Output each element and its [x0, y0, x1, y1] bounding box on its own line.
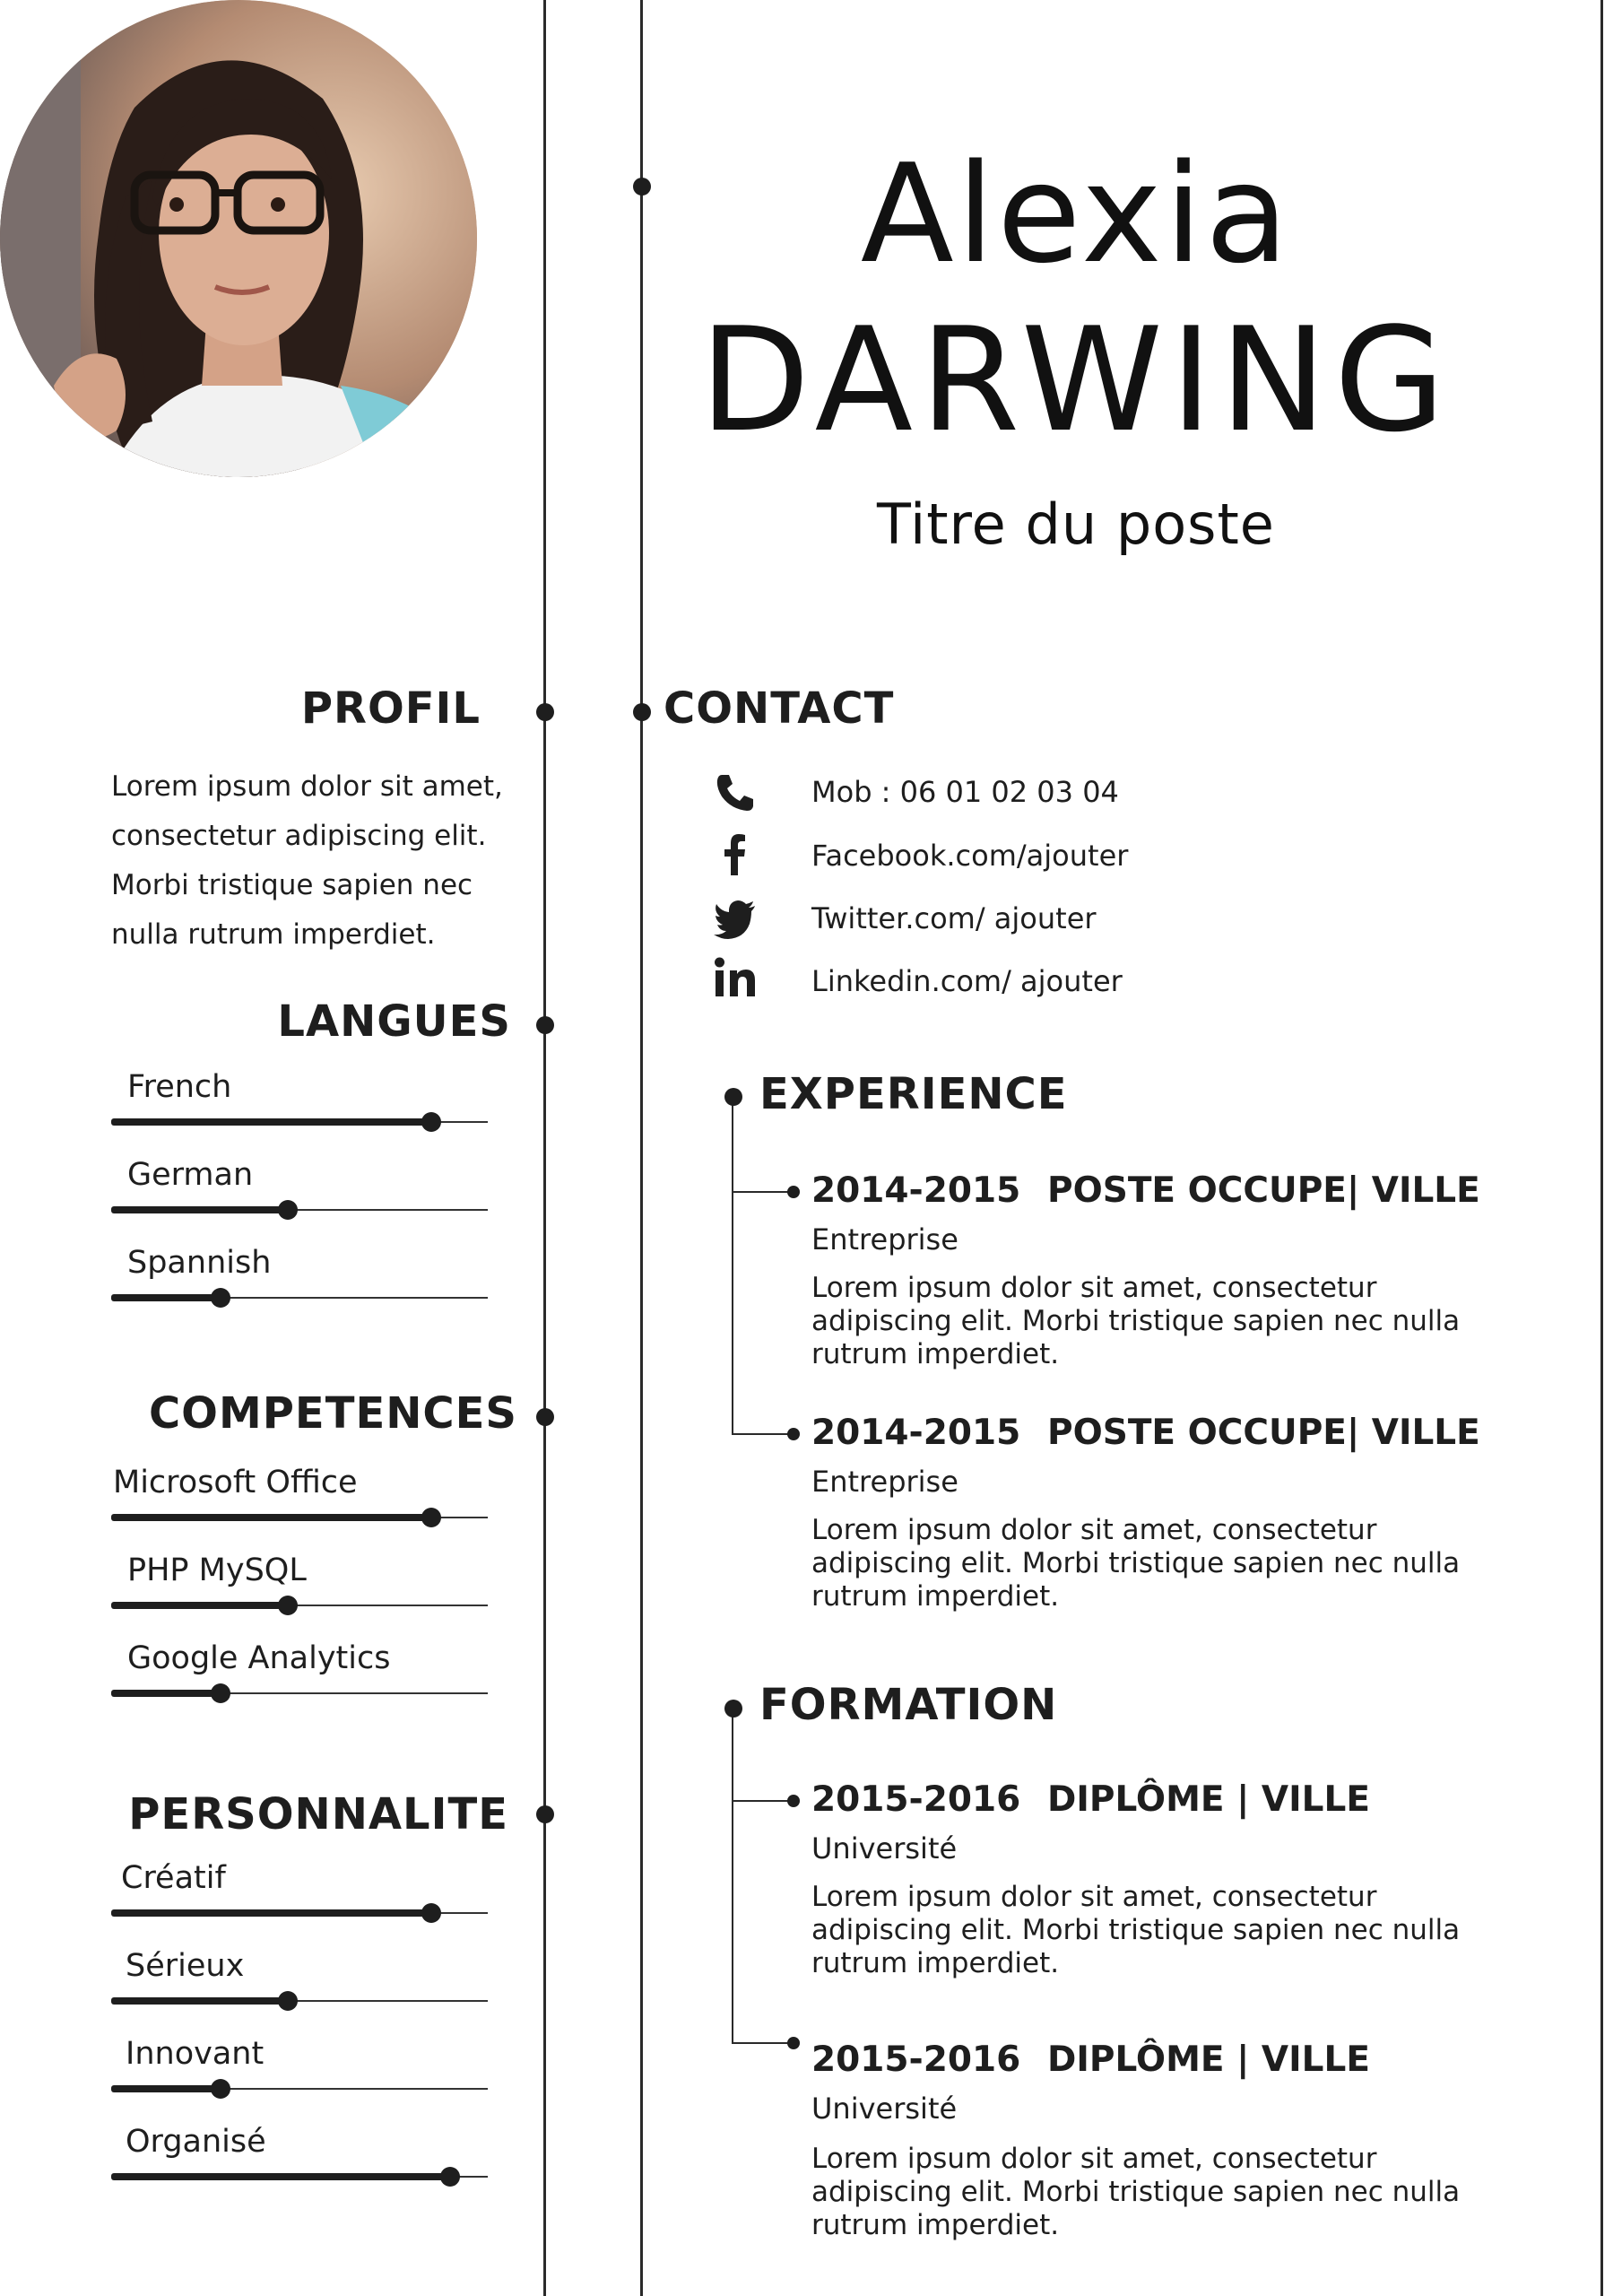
- profile-dot: [536, 703, 554, 721]
- education-1-date: 2015-2016: [811, 1779, 1021, 1820]
- skills-heading: COMPETENCES: [148, 1388, 517, 1439]
- phone-icon: [713, 770, 758, 814]
- language-label: French: [127, 1069, 232, 1105]
- education-heading: FORMATION: [759, 1680, 1058, 1730]
- experience-1-dot: [787, 1186, 800, 1198]
- language-knob: [211, 1288, 230, 1308]
- job-title: Titre du poste: [877, 491, 1275, 557]
- experience-heading: EXPERIENCE: [759, 1069, 1068, 1119]
- skill-knob: [278, 1596, 298, 1615]
- skill-label: PHP MySQL: [127, 1552, 307, 1588]
- education-line: [732, 1709, 733, 2044]
- education-1-connector: [732, 1800, 794, 1802]
- contact-facebook[interactable]: Facebook.com/ajouter: [811, 839, 1129, 873]
- twitter-icon: [713, 897, 758, 942]
- language-level: [111, 1294, 221, 1301]
- experience-2-org: Entreprise: [811, 1465, 958, 1499]
- experience-1-desc: Lorem ipsum dolor sit amet, consectetur adipiscing elit. Morbi tristique sapien nec nulla rutrum imperdiet.: [811, 1272, 1461, 1370]
- personality-dot: [536, 1805, 554, 1823]
- education-2-dot: [787, 2037, 800, 2049]
- trait-label: Organisé: [126, 2124, 266, 2160]
- skill-knob: [211, 1683, 230, 1703]
- languages-heading: LANGUES: [277, 996, 511, 1047]
- experience-1-date: 2014-2015: [811, 1170, 1021, 1211]
- language-label: Spannish: [127, 1245, 272, 1281]
- experience-1-org: Entreprise: [811, 1222, 958, 1257]
- language-level: [111, 1206, 288, 1213]
- profile-photo: [0, 0, 477, 477]
- profile-text: Lorem ipsum dolor sit amet, consectetur adipiscing elit. Morbi tristique sapien nec nulla rutrum imperdiet.: [111, 770, 503, 951]
- experience-2-connector: [732, 1433, 794, 1435]
- education-2-org: Université: [811, 2092, 958, 2126]
- education-2-desc: Lorem ipsum dolor sit amet, consectetur adipiscing elit. Morbi tristique sapien nec nulla rutrum imperdiet.: [811, 2143, 1461, 2241]
- experience-1-title: POSTE OCCUPE| VILLE: [1047, 1170, 1480, 1211]
- contact-heading: CONTACT: [664, 683, 895, 734]
- education-2-title: DIPLÔME | VILLE: [1047, 2039, 1370, 2080]
- contact-phone: Mob : 06 01 02 03 04: [811, 775, 1119, 809]
- education-1-org: Université: [811, 1831, 958, 1866]
- trait-knob: [421, 1903, 441, 1923]
- profile-heading: PROFIL: [300, 683, 481, 734]
- trait-label: Sérieux: [126, 1948, 245, 1984]
- experience-2-desc: Lorem ipsum dolor sit amet, consectetur adipiscing elit. Morbi tristique sapien nec nulla rutrum imperdiet.: [811, 1514, 1461, 1613]
- trait-knob: [278, 1991, 298, 2011]
- trait-knob: [211, 2079, 230, 2099]
- skills-dot: [536, 1408, 554, 1426]
- experience-dot: [724, 1088, 742, 1106]
- trait-level: [111, 2173, 450, 2180]
- education-dot: [724, 1700, 742, 1718]
- experience-2-title: POSTE OCCUPE| VILLE: [1047, 1413, 1480, 1453]
- contact-linkedin[interactable]: Linkedin.com/ ajouter: [811, 964, 1123, 998]
- language-level: [111, 1118, 431, 1126]
- experience-1-connector: [732, 1191, 794, 1193]
- contact-dot: [633, 703, 651, 721]
- skill-level: [111, 1514, 431, 1521]
- personality-heading: PERSONNALITE: [128, 1789, 508, 1839]
- trait-level: [111, 1909, 431, 1917]
- skill-label: Google Analytics: [127, 1640, 391, 1676]
- experience-2-dot: [787, 1428, 800, 1440]
- skill-level: [111, 1602, 288, 1609]
- skill-label: Microsoft Office: [113, 1465, 358, 1500]
- education-1-dot: [787, 1795, 800, 1807]
- left-column-line: [543, 0, 546, 2296]
- education-2-connector: [732, 2042, 794, 2044]
- contact-twitter[interactable]: Twitter.com/ ajouter: [811, 901, 1097, 935]
- trait-label: Innovant: [126, 2036, 265, 2072]
- facebook-icon: [713, 832, 758, 877]
- skill-knob: [421, 1508, 441, 1527]
- language-knob: [278, 1200, 298, 1220]
- right-border-line: [1600, 0, 1603, 2296]
- language-knob: [421, 1112, 441, 1132]
- languages-dot: [536, 1016, 554, 1034]
- skill-level: [111, 1690, 221, 1697]
- trait-level: [111, 2085, 221, 2092]
- education-1-desc: Lorem ipsum dolor sit amet, consectetur adipiscing elit. Morbi tristique sapien nec nulla rutrum imperdiet.: [811, 1881, 1461, 1979]
- trait-level: [111, 1997, 288, 2005]
- experience-line: [732, 1096, 733, 1435]
- linkedin-icon: [713, 955, 758, 1000]
- first-name: Alexia: [860, 135, 1292, 293]
- last-name: DARWING: [699, 296, 1453, 464]
- trait-knob: [440, 2167, 460, 2187]
- experience-2-date: 2014-2015: [811, 1413, 1021, 1453]
- education-1-title: DIPLÔME | VILLE: [1047, 1779, 1370, 1820]
- language-label: German: [127, 1157, 254, 1193]
- education-2-date: 2015-2016: [811, 2039, 1021, 2080]
- trait-label: Créatif: [121, 1860, 226, 1896]
